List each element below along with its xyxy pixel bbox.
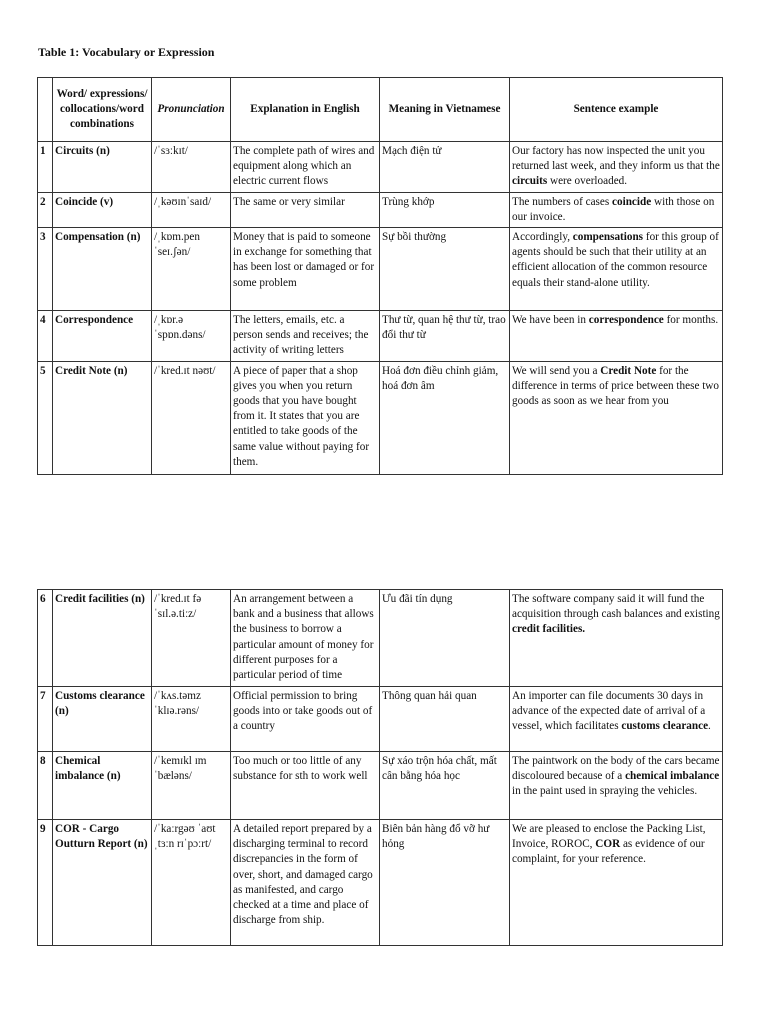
example-text-after: for this group of agents should be such that their utility at an efficient allocation of the common resource equals their stand-alone utility. bbox=[512, 231, 719, 289]
row-number: 4 bbox=[38, 311, 53, 362]
header-number bbox=[38, 78, 53, 142]
row-explanation: The same or very similar bbox=[231, 192, 380, 227]
row-meaning: Ưu đãi tín dụng bbox=[380, 590, 510, 687]
row-explanation: A piece of paper that a shop gives you when you return goods that you have bought from it. It states that you are entitled to take goods of the same value without paying for them. bbox=[231, 361, 380, 474]
table-body-part-1 bbox=[38, 142, 723, 475]
row-pronunciation: /ˈkemɪkl ɪmˈbæləns/ bbox=[152, 752, 231, 820]
row-example bbox=[510, 311, 723, 362]
example-keyword: chemical imbalance bbox=[625, 770, 720, 783]
row-explanation: An arrangement between a bank and a business that allows the business to borrow a particular amount of money for different purposes for a particular period of time bbox=[231, 590, 380, 687]
row-pronunciation: /ˌkɒm.penˈseɪ.ʃən/ bbox=[152, 228, 231, 311]
row-number: 3 bbox=[38, 228, 53, 311]
row-number: 7 bbox=[38, 687, 53, 752]
row-meaning: Biên bản hàng đổ vỡ hư hỏng bbox=[380, 820, 510, 946]
example-text-after: . bbox=[708, 720, 711, 733]
row-explanation: Too much or too little of any substance for sth to work well bbox=[231, 752, 380, 820]
example-text-before: We are pleased to enclose the Packing List, Invoice, ROROC, bbox=[512, 823, 706, 851]
row-explanation: The letters, emails, etc. a person sends and receives; the activity of writing letters bbox=[231, 311, 380, 362]
row-meaning: Sự xáo trộn hóa chất, mất cân bằng hóa học bbox=[380, 752, 510, 820]
row-number: 8 bbox=[38, 752, 53, 820]
row-number: 1 bbox=[38, 142, 53, 193]
row-word: Chemical imbalance (n) bbox=[53, 752, 152, 820]
table-row bbox=[38, 820, 723, 946]
table-caption: Table 1: Vocabulary or Expression bbox=[38, 45, 215, 59]
example-keyword: credit facilities. bbox=[512, 623, 586, 636]
row-example bbox=[510, 228, 723, 311]
example-keyword: customs clearance bbox=[621, 720, 709, 733]
example-keyword: compensations bbox=[572, 231, 644, 244]
example-text-before: Our factory has now inspected the unit you returned last week, and they inform us that the bbox=[512, 145, 720, 173]
table-row bbox=[38, 228, 723, 311]
row-meaning: Thông quan hải quan bbox=[380, 687, 510, 752]
table-body-part-2 bbox=[38, 590, 723, 946]
row-explanation: Money that is paid to someone in exchange for something that has been lost or damaged or for some problem bbox=[231, 228, 380, 311]
row-meaning: Hoá đơn điều chỉnh giảm, hoá đơn âm bbox=[380, 361, 510, 474]
table-row bbox=[38, 687, 723, 752]
example-text-after: were overloaded. bbox=[547, 175, 628, 188]
header-example: Sentence example bbox=[510, 78, 723, 142]
example-text-before: The software company said it will fund the acquisition through cash balances and existing bbox=[512, 593, 720, 621]
row-meaning: Thư từ, quan hệ thư từ, trao đổi thư từ bbox=[380, 311, 510, 362]
example-text-before: An importer can file documents 30 days in advance of the expected date of arrival of a vessel, which facilitates bbox=[512, 690, 706, 733]
table-row bbox=[38, 752, 723, 820]
header-explanation: Explanation in English bbox=[231, 78, 380, 142]
row-example bbox=[510, 142, 723, 193]
row-number: 5 bbox=[38, 361, 53, 474]
example-keyword: Credit Note bbox=[600, 364, 657, 377]
table-header-row bbox=[38, 78, 723, 142]
row-word: Customs clearance (n) bbox=[53, 687, 152, 752]
example-text-before: We will send you a bbox=[512, 364, 601, 377]
row-number: 9 bbox=[38, 820, 53, 946]
example-keyword: coincide bbox=[612, 195, 652, 208]
example-text-after: in the paint used in spraying the vehicles. bbox=[512, 785, 698, 798]
row-pronunciation: /ˌkɒr.əˈspɒn.dəns/ bbox=[152, 311, 231, 362]
row-pronunciation: /ˌkəʊɪnˈsaɪd/ bbox=[152, 192, 231, 227]
row-example bbox=[510, 192, 723, 227]
header-pronunciation: Pronunciation bbox=[152, 78, 231, 142]
example-text-before: Accordingly, bbox=[512, 231, 573, 244]
table-row bbox=[38, 361, 723, 474]
row-example bbox=[510, 687, 723, 752]
row-pronunciation: /ˈsɜːkɪt/ bbox=[152, 142, 231, 193]
example-keyword: correspondence bbox=[588, 314, 664, 327]
example-text-before: The paintwork on the body of the cars became discoloured because of a bbox=[512, 755, 720, 783]
row-meaning: Trùng khớp bbox=[380, 192, 510, 227]
row-pronunciation: /ˈkʌs.təmz ˈklɪə.rəns/ bbox=[152, 687, 231, 752]
row-word: Coincide (v) bbox=[53, 192, 152, 227]
example-keyword: COR bbox=[595, 838, 621, 851]
row-explanation: A detailed report prepared by a discharging terminal to record discrepancies in the form of over, short, and damaged cargo as manifested, and cargo checked at a time and place of discharge from ship. bbox=[231, 820, 380, 946]
header-meaning: Meaning in Vietnamese bbox=[380, 78, 510, 142]
row-example bbox=[510, 752, 723, 820]
row-pronunciation: /ˈkred.ɪt fəˈsɪl.ə.tiːz/ bbox=[152, 590, 231, 687]
row-word: Credit Note (n) bbox=[53, 361, 152, 474]
row-pronunciation: /ˈkaːrgəʊ ˈaʊtˌtɜːn rɪˈpɔːrt/ bbox=[152, 820, 231, 946]
example-text-before: The numbers of cases bbox=[512, 195, 613, 208]
row-explanation: The complete path of wires and equipment along which an electric current flows bbox=[231, 142, 380, 193]
table-row bbox=[38, 142, 723, 193]
row-number: 6 bbox=[38, 590, 53, 687]
example-text-before: We have been in bbox=[512, 314, 589, 327]
example-keyword: circuits bbox=[512, 175, 548, 188]
row-pronunciation: /ˈkred.ɪt nəʊt/ bbox=[152, 361, 231, 474]
row-word: Circuits (n) bbox=[53, 142, 152, 193]
table-row bbox=[38, 311, 723, 362]
row-meaning: Mạch điện tử bbox=[380, 142, 510, 193]
table-row bbox=[38, 192, 723, 227]
row-word: Correspondence bbox=[53, 311, 152, 362]
row-meaning: Sự bồi thường bbox=[380, 228, 510, 311]
row-example bbox=[510, 361, 723, 474]
example-text-after: for the difference in terms of price between these two goods as soon as we hear from you bbox=[512, 364, 719, 408]
vocabulary-table-part-1 bbox=[37, 77, 723, 475]
table-row bbox=[38, 590, 723, 687]
row-word: Compensation (n) bbox=[53, 228, 152, 311]
row-word: COR - Cargo Outturn Report (n) bbox=[53, 820, 152, 946]
row-word: Credit facilities (n) bbox=[53, 590, 152, 687]
vocabulary-table-part-2 bbox=[37, 589, 723, 946]
row-number: 2 bbox=[38, 192, 53, 227]
row-explanation: Official permission to bring goods into or take goods out of a country bbox=[231, 687, 380, 752]
row-example bbox=[510, 590, 723, 687]
example-text-after: with those on our invoice. bbox=[512, 195, 715, 223]
example-text-after: as evidence of our complaint, for your reference. bbox=[512, 838, 705, 866]
header-word: Word/ expressions/ collocations/word combinations bbox=[53, 78, 152, 142]
example-text-after: for months. bbox=[663, 314, 719, 327]
row-example bbox=[510, 820, 723, 946]
